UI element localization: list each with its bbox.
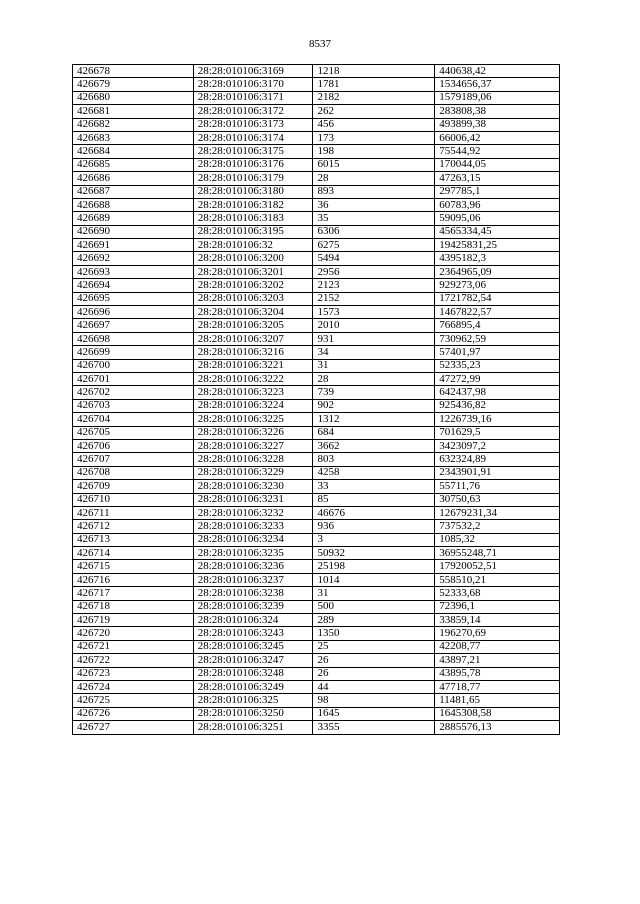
row-number-cell: 426682 [73, 118, 194, 131]
table-row [73, 252, 560, 265]
area-cell: 26 [313, 654, 435, 667]
table-row [73, 640, 560, 653]
cadastral-value-cell: 66006,42 [435, 131, 560, 144]
cadastral-number-cell: 28:28:010106:3243 [193, 627, 313, 640]
table-row [73, 707, 560, 720]
table-row [73, 466, 560, 479]
table-row [73, 279, 560, 292]
cadastral-number-cell: 28:28:010106:3200 [193, 252, 313, 265]
area-cell: 1218 [313, 65, 435, 78]
table-row [73, 172, 560, 185]
table-row [73, 78, 560, 91]
cadastral-value-cell: 57401,97 [435, 346, 560, 359]
cadastral-number-cell: 28:28:010106:32 [193, 239, 313, 252]
cadastral-value-cell: 642437,98 [435, 386, 560, 399]
row-number-cell: 426704 [73, 413, 194, 426]
cadastral-number-cell: 28:28:010106:3245 [193, 640, 313, 653]
area-cell: 28 [313, 372, 435, 385]
cadastral-number-cell: 28:28:010106:3250 [193, 707, 313, 720]
area-cell: 500 [313, 600, 435, 613]
table-row [73, 560, 560, 573]
row-number-cell: 426716 [73, 573, 194, 586]
row-number-cell: 426703 [73, 399, 194, 412]
cadastral-value-cell: 33859,14 [435, 614, 560, 627]
cadastral-value-cell: 558510,21 [435, 573, 560, 586]
cadastral-value-cell: 52333,68 [435, 587, 560, 600]
cadastral-value-cell: 196270,69 [435, 627, 560, 640]
cadastral-number-cell: 28:28:010106:3239 [193, 600, 313, 613]
row-number-cell: 426712 [73, 520, 194, 533]
cadastral-number-cell: 28:28:010106:3247 [193, 654, 313, 667]
cadastral-value-cell: 297785,1 [435, 185, 560, 198]
cadastral-value-cell: 1534656,37 [435, 78, 560, 91]
cadastral-value-cell: 493899,38 [435, 118, 560, 131]
cadastral-value-cell: 1085,32 [435, 533, 560, 546]
cadastral-number-cell: 28:28:010106:3224 [193, 399, 313, 412]
area-cell: 902 [313, 399, 435, 412]
row-number-cell: 426727 [73, 721, 194, 734]
row-number-cell: 426686 [73, 172, 194, 185]
area-cell: 936 [313, 520, 435, 533]
table-row [73, 65, 560, 78]
cadastral-value-cell: 929273,06 [435, 279, 560, 292]
area-cell: 1645 [313, 707, 435, 720]
cadastral-value-cell: 47263,15 [435, 172, 560, 185]
table-row [73, 680, 560, 693]
row-number-cell: 426695 [73, 292, 194, 305]
area-cell: 98 [313, 694, 435, 707]
row-number-cell: 426726 [73, 707, 194, 720]
table-row [73, 105, 560, 118]
area-cell: 173 [313, 131, 435, 144]
table-row [73, 587, 560, 600]
table-row [73, 332, 560, 345]
cadastral-value-cell: 47272,99 [435, 372, 560, 385]
area-cell: 893 [313, 185, 435, 198]
cadastral-value-cell: 766895,4 [435, 319, 560, 332]
cadastral-number-cell: 28:28:010106:3201 [193, 265, 313, 278]
cadastral-value-cell: 730962,59 [435, 332, 560, 345]
cadastral-number-cell: 28:28:010106:3169 [193, 65, 313, 78]
area-cell: 1350 [313, 627, 435, 640]
area-cell: 85 [313, 493, 435, 506]
area-cell: 2956 [313, 265, 435, 278]
cadastral-number-cell: 28:28:010106:3248 [193, 667, 313, 680]
row-number-cell: 426702 [73, 386, 194, 399]
row-number-cell: 426721 [73, 640, 194, 653]
cadastral-number-cell: 28:28:010106:3172 [193, 105, 313, 118]
cadastral-number-cell: 28:28:010106:3232 [193, 506, 313, 519]
row-number-cell: 426717 [73, 587, 194, 600]
row-number-cell: 426725 [73, 694, 194, 707]
row-number-cell: 426706 [73, 439, 194, 452]
area-cell: 2123 [313, 279, 435, 292]
cadastral-value-cell: 4395182,3 [435, 252, 560, 265]
row-number-cell: 426708 [73, 466, 194, 479]
table-row [73, 413, 560, 426]
cadastral-number-cell: 28:28:010106:3222 [193, 372, 313, 385]
area-cell: 34 [313, 346, 435, 359]
cadastral-value-cell: 2364965,09 [435, 265, 560, 278]
area-cell: 2152 [313, 292, 435, 305]
row-number-cell: 426705 [73, 426, 194, 439]
row-number-cell: 426719 [73, 614, 194, 627]
table-row [73, 239, 560, 252]
table-row [73, 306, 560, 319]
cadastral-number-cell: 28:28:010106:3179 [193, 172, 313, 185]
area-cell: 262 [313, 105, 435, 118]
cadastral-value-cell: 4565334,45 [435, 225, 560, 238]
cadastral-value-cell: 12679231,34 [435, 506, 560, 519]
area-cell: 198 [313, 145, 435, 158]
area-cell: 1573 [313, 306, 435, 319]
cadastral-value-cell: 19425831,25 [435, 239, 560, 252]
table-row [73, 654, 560, 667]
cadastral-number-cell: 28:28:010106:3237 [193, 573, 313, 586]
table-row [73, 118, 560, 131]
cadastral-value-cell: 47718,77 [435, 680, 560, 693]
area-cell: 28 [313, 172, 435, 185]
row-number-cell: 426698 [73, 332, 194, 345]
row-number-cell: 426718 [73, 600, 194, 613]
cadastral-number-cell: 28:28:010106:3176 [193, 158, 313, 171]
cadastral-value-table [72, 64, 560, 735]
row-number-cell: 426710 [73, 493, 194, 506]
table-row [73, 600, 560, 613]
cadastral-number-cell: 28:28:010106:3223 [193, 386, 313, 399]
table-row [73, 212, 560, 225]
cadastral-value-cell: 701629,5 [435, 426, 560, 439]
area-cell: 739 [313, 386, 435, 399]
area-cell: 684 [313, 426, 435, 439]
row-number-cell: 426722 [73, 654, 194, 667]
cadastral-number-cell: 28:28:010106:3207 [193, 332, 313, 345]
row-number-cell: 426678 [73, 65, 194, 78]
area-cell: 803 [313, 453, 435, 466]
area-cell: 36 [313, 198, 435, 211]
area-cell: 3662 [313, 439, 435, 452]
cadastral-value-cell: 2343901,91 [435, 466, 560, 479]
cadastral-number-cell: 28:28:010106:3171 [193, 91, 313, 104]
table-row [73, 319, 560, 332]
cadastral-number-cell: 28:28:010106:3235 [193, 547, 313, 560]
row-number-cell: 426691 [73, 239, 194, 252]
cadastral-value-cell: 3423097,2 [435, 439, 560, 452]
area-cell: 33 [313, 480, 435, 493]
table-row [73, 721, 560, 734]
table-row [73, 225, 560, 238]
page-number: 8537 [309, 38, 331, 50]
table-row [73, 346, 560, 359]
table-body [73, 65, 560, 735]
area-cell: 1781 [313, 78, 435, 91]
area-cell: 31 [313, 359, 435, 372]
table-row [73, 573, 560, 586]
row-number-cell: 426700 [73, 359, 194, 372]
row-number-cell: 426679 [73, 78, 194, 91]
cadastral-value-cell: 283808,38 [435, 105, 560, 118]
row-number-cell: 426696 [73, 306, 194, 319]
cadastral-number-cell: 28:28:010106:3233 [193, 520, 313, 533]
cadastral-number-cell: 28:28:010106:3229 [193, 466, 313, 479]
cadastral-number-cell: 28:28:010106:3227 [193, 439, 313, 452]
cadastral-value-cell: 30750,63 [435, 493, 560, 506]
cadastral-number-cell: 28:28:010106:3228 [193, 453, 313, 466]
cadastral-value-cell: 11481,65 [435, 694, 560, 707]
cadastral-number-cell: 28:28:010106:3236 [193, 560, 313, 573]
area-cell: 2010 [313, 319, 435, 332]
table-row [73, 493, 560, 506]
cadastral-number-cell: 28:28:010106:3249 [193, 680, 313, 693]
table-row [73, 158, 560, 171]
row-number-cell: 426687 [73, 185, 194, 198]
row-number-cell: 426693 [73, 265, 194, 278]
row-number-cell: 426685 [73, 158, 194, 171]
row-number-cell: 426707 [73, 453, 194, 466]
table-row [73, 91, 560, 104]
cadastral-value-cell: 925436,82 [435, 399, 560, 412]
table-row [73, 453, 560, 466]
cadastral-value-cell: 737532,2 [435, 520, 560, 533]
area-cell: 931 [313, 332, 435, 345]
table-row [73, 439, 560, 452]
cadastral-value-cell: 17920052,51 [435, 560, 560, 573]
cadastral-number-cell: 28:28:010106:3230 [193, 480, 313, 493]
area-cell: 31 [313, 587, 435, 600]
cadastral-number-cell: 28:28:010106:3225 [193, 413, 313, 426]
cadastral-value-cell: 43897,21 [435, 654, 560, 667]
cadastral-number-cell: 28:28:010106:3226 [193, 426, 313, 439]
cadastral-number-cell: 28:28:010106:3204 [193, 306, 313, 319]
row-number-cell: 426697 [73, 319, 194, 332]
row-number-cell: 426711 [73, 506, 194, 519]
table-row [73, 185, 560, 198]
area-cell: 50932 [313, 547, 435, 560]
row-number-cell: 426683 [73, 131, 194, 144]
table-row [73, 547, 560, 560]
cadastral-number-cell: 28:28:010106:3203 [193, 292, 313, 305]
table-row [73, 399, 560, 412]
area-cell: 26 [313, 667, 435, 680]
cadastral-value-cell: 1226739,16 [435, 413, 560, 426]
table-row [73, 292, 560, 305]
table-row [73, 533, 560, 546]
area-cell: 4258 [313, 466, 435, 479]
row-number-cell: 426720 [73, 627, 194, 640]
table-row [73, 627, 560, 640]
area-cell: 6306 [313, 225, 435, 238]
cadastral-value-cell: 52335,23 [435, 359, 560, 372]
table-row [73, 426, 560, 439]
cadastral-number-cell: 28:28:010106:3251 [193, 721, 313, 734]
cadastral-value-cell: 1467822,57 [435, 306, 560, 319]
table-row [73, 614, 560, 627]
table-row [73, 667, 560, 680]
table-row [73, 386, 560, 399]
area-cell: 6275 [313, 239, 435, 252]
area-cell: 6015 [313, 158, 435, 171]
row-number-cell: 426723 [73, 667, 194, 680]
row-number-cell: 426715 [73, 560, 194, 573]
area-cell: 5494 [313, 252, 435, 265]
row-number-cell: 426709 [73, 480, 194, 493]
cadastral-number-cell: 28:28:010106:324 [193, 614, 313, 627]
area-cell: 25 [313, 640, 435, 653]
cadastral-value-cell: 75544,92 [435, 145, 560, 158]
cadastral-value-cell: 42208,77 [435, 640, 560, 653]
table-row [73, 145, 560, 158]
cadastral-value-cell: 60783,96 [435, 198, 560, 211]
cadastral-number-cell: 28:28:010106:3173 [193, 118, 313, 131]
cadastral-value-cell: 632324,89 [435, 453, 560, 466]
area-cell: 289 [313, 614, 435, 627]
cadastral-number-cell: 28:28:010106:3183 [193, 212, 313, 225]
row-number-cell: 426701 [73, 372, 194, 385]
cadastral-value-cell: 72396,1 [435, 600, 560, 613]
cadastral-value-cell: 2885576,13 [435, 721, 560, 734]
area-cell: 1014 [313, 573, 435, 586]
row-number-cell: 426681 [73, 105, 194, 118]
area-cell: 3 [313, 533, 435, 546]
cadastral-number-cell: 28:28:010106:3216 [193, 346, 313, 359]
area-cell: 44 [313, 680, 435, 693]
area-cell: 1312 [313, 413, 435, 426]
table-row [73, 694, 560, 707]
row-number-cell: 426690 [73, 225, 194, 238]
cadastral-number-cell: 28:28:010106:3195 [193, 225, 313, 238]
row-number-cell: 426684 [73, 145, 194, 158]
table-row [73, 520, 560, 533]
row-number-cell: 426699 [73, 346, 194, 359]
row-number-cell: 426713 [73, 533, 194, 546]
cadastral-number-cell: 28:28:010106:3234 [193, 533, 313, 546]
cadastral-number-cell: 28:28:010106:3202 [193, 279, 313, 292]
cadastral-number-cell: 28:28:010106:3174 [193, 131, 313, 144]
row-number-cell: 426689 [73, 212, 194, 225]
area-cell: 46676 [313, 506, 435, 519]
cadastral-value-cell: 440638,42 [435, 65, 560, 78]
table-row [73, 265, 560, 278]
cadastral-number-cell: 28:28:010106:3238 [193, 587, 313, 600]
cadastral-value-cell: 59095,06 [435, 212, 560, 225]
cadastral-number-cell: 28:28:010106:3180 [193, 185, 313, 198]
row-number-cell: 426688 [73, 198, 194, 211]
cadastral-number-cell: 28:28:010106:3175 [193, 145, 313, 158]
cadastral-number-cell: 28:28:010106:3205 [193, 319, 313, 332]
cadastral-value-cell: 1579189,06 [435, 91, 560, 104]
area-cell: 2182 [313, 91, 435, 104]
row-number-cell: 426694 [73, 279, 194, 292]
table-row [73, 372, 560, 385]
area-cell: 25198 [313, 560, 435, 573]
area-cell: 35 [313, 212, 435, 225]
cadastral-number-cell: 28:28:010106:3221 [193, 359, 313, 372]
cadastral-number-cell: 28:28:010106:3182 [193, 198, 313, 211]
cadastral-value-cell: 43895,78 [435, 667, 560, 680]
cadastral-value-cell: 55711,76 [435, 480, 560, 493]
row-number-cell: 426692 [73, 252, 194, 265]
cadastral-value-cell: 36955248,71 [435, 547, 560, 560]
cadastral-value-cell: 1645308,58 [435, 707, 560, 720]
table-row [73, 131, 560, 144]
table-row [73, 506, 560, 519]
cadastral-number-cell: 28:28:010106:3231 [193, 493, 313, 506]
area-cell: 3355 [313, 721, 435, 734]
table-row [73, 359, 560, 372]
cadastral-number-cell: 28:28:010106:3170 [193, 78, 313, 91]
cadastral-value-cell: 170044,05 [435, 158, 560, 171]
cadastral-number-cell: 28:28:010106:325 [193, 694, 313, 707]
cadastral-value-cell: 1721782,54 [435, 292, 560, 305]
row-number-cell: 426680 [73, 91, 194, 104]
row-number-cell: 426714 [73, 547, 194, 560]
table-row [73, 480, 560, 493]
area-cell: 456 [313, 118, 435, 131]
table-row [73, 198, 560, 211]
row-number-cell: 426724 [73, 680, 194, 693]
